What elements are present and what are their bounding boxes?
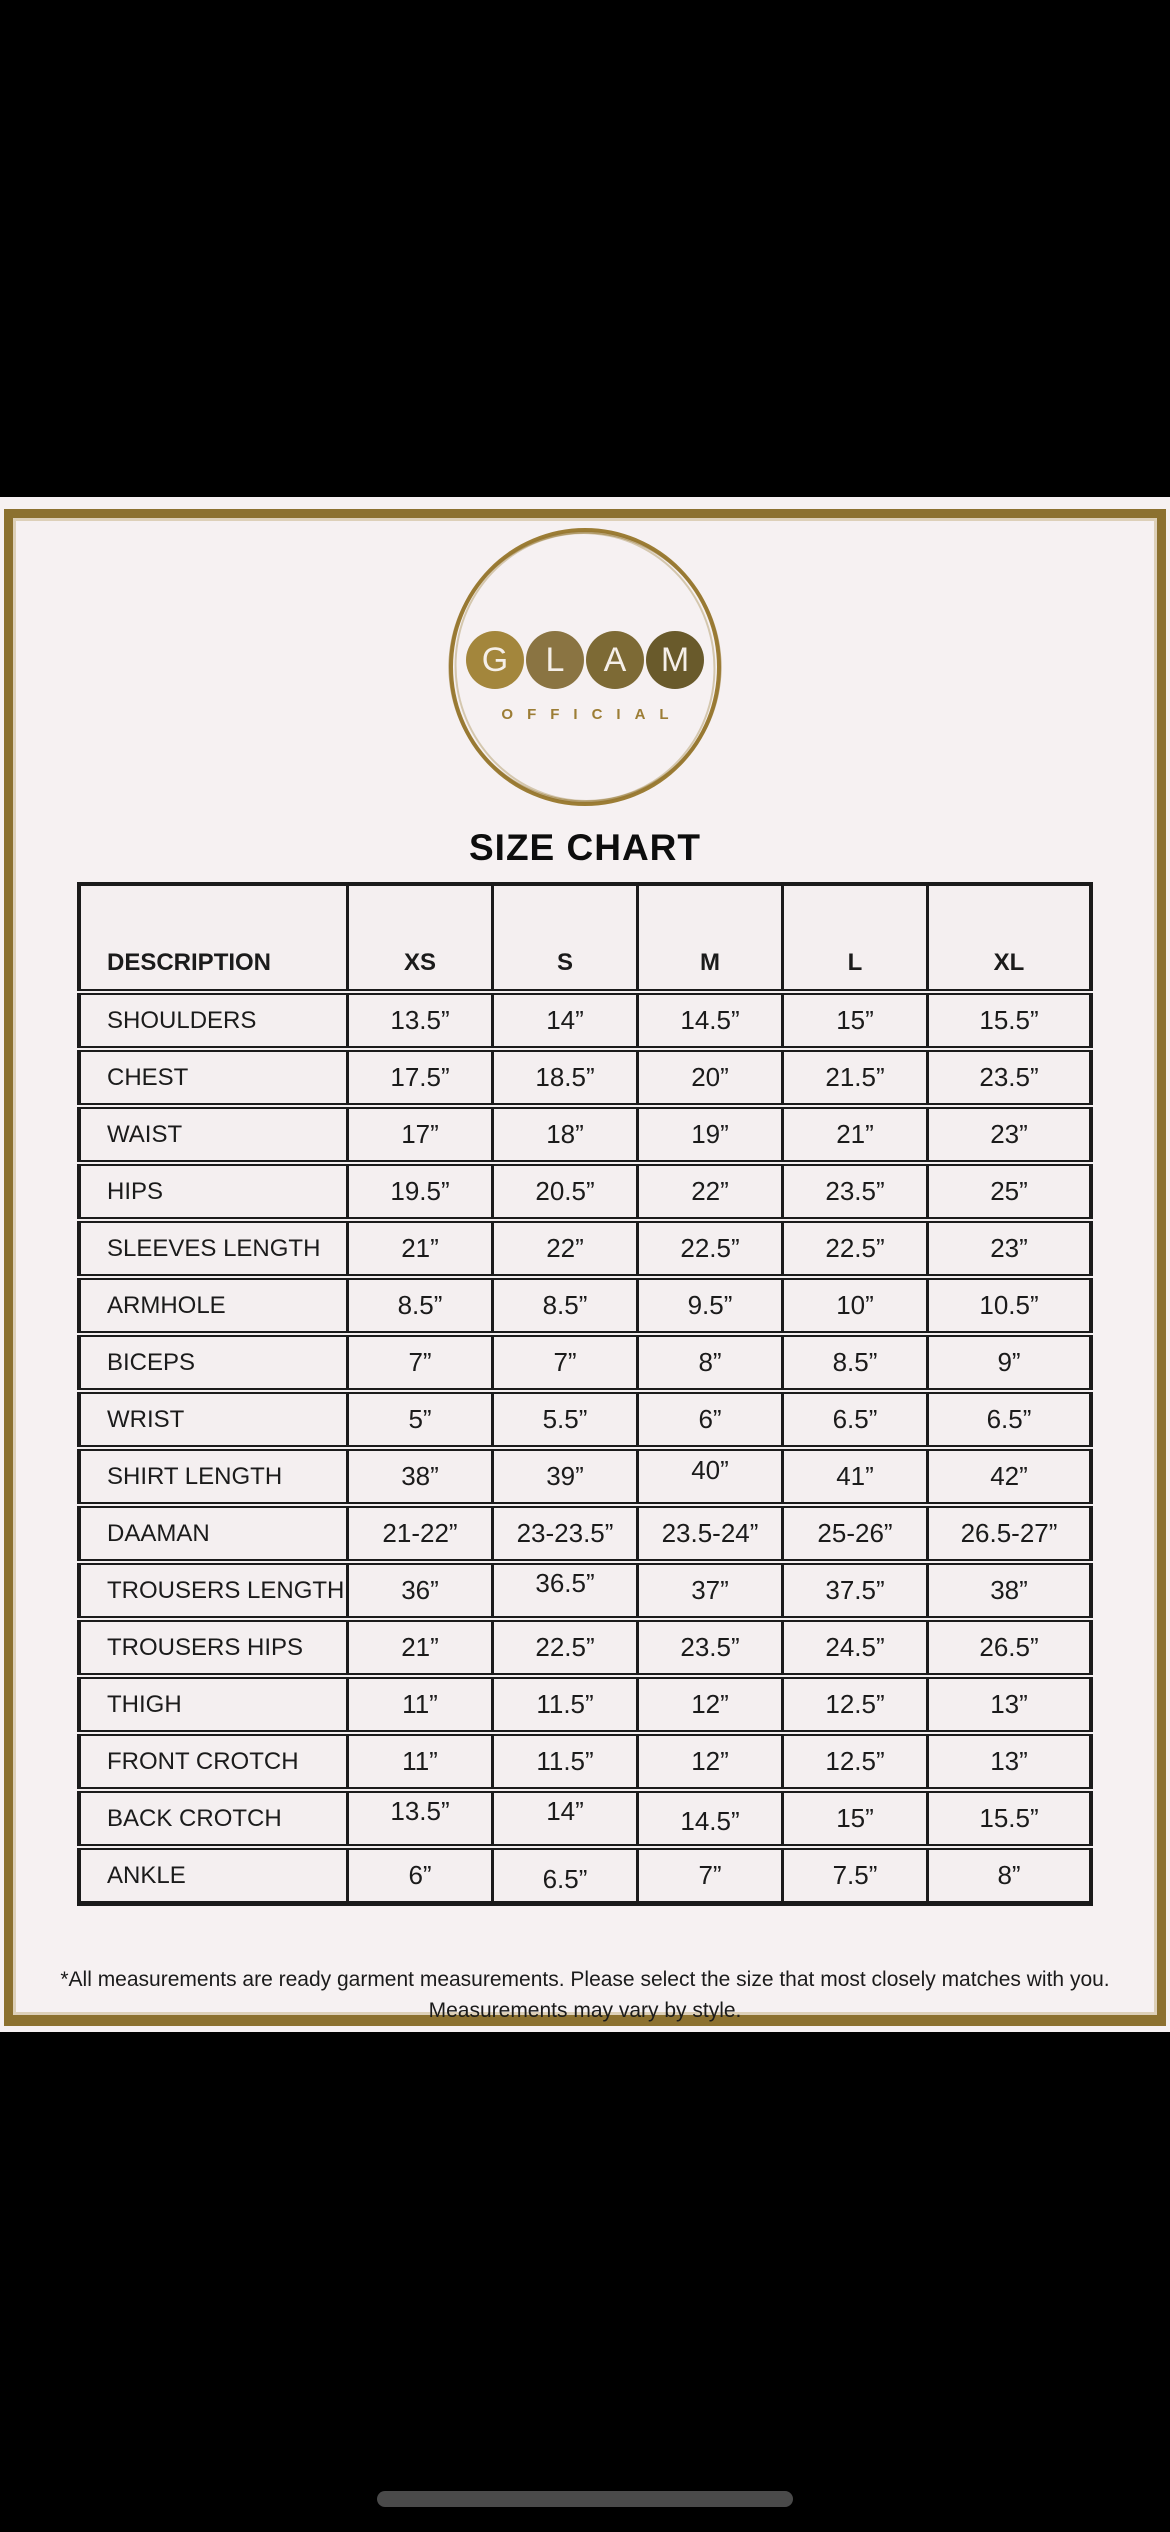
measurement-value-cell [783,1106,928,1163]
measurement-value-cell [348,1163,493,1220]
measurement-value-cell [638,1619,783,1676]
measurement-value: 40” [691,1455,729,1485]
measurement-value-cell [783,1619,928,1676]
measurement-value: 17” [401,1119,439,1149]
measurement-label: SHOULDERS [79,992,348,1049]
measurement-value-cell [783,1733,928,1790]
measurement-value: 11.5” [536,1689,594,1719]
measurement-value: 25-26” [817,1518,893,1548]
measurement-label: ANKLE [79,1847,348,1904]
measurement-label: TROUSERS LENGTH [79,1562,348,1619]
measurement-label: TROUSERS HIPS [79,1619,348,1676]
measurement-value-cell [638,1733,783,1790]
measurement-value: 23-23.5” [516,1518,614,1548]
measurement-value-cell [493,1733,638,1790]
measurement-value-cell [928,992,1092,1049]
measurement-value-cell [783,1334,928,1391]
measurement-label: DAAMAN [79,1505,348,1562]
measurement-value: 6” [408,1860,432,1890]
measurement-value-cell [783,1277,928,1334]
measurement-value-cell [493,1106,638,1163]
measurement-value-cell [638,1847,783,1904]
measurement-label: HIPS [79,1163,348,1220]
measurement-value: 5” [408,1404,432,1434]
table-row [79,1562,1091,1619]
letterbox-bottom [0,2032,1170,2532]
measurement-value-cell [783,1790,928,1847]
measurement-value: 36” [401,1575,439,1605]
measurement-value-cell [928,1790,1092,1847]
measurement-value-cell [638,1277,783,1334]
measurement-value: 21-22” [382,1518,458,1548]
size-chart-content [13,518,1157,2022]
measurement-value-cell [928,1277,1092,1334]
measurement-value-cell [928,1106,1092,1163]
logo-letter: G [481,641,509,679]
measurement-label: ARMHOLE [79,1277,348,1334]
measurement-value: 9” [997,1347,1021,1377]
measurement-value: 15.5” [979,1803,1039,1833]
table-row [79,992,1091,1049]
measurement-value: 21” [836,1119,874,1149]
measurement-value-cell [348,1334,493,1391]
measurement-value-cell [928,1220,1092,1277]
measurement-value-cell [348,1676,493,1733]
measurement-label: SHIRT LENGTH [79,1448,348,1505]
measurement-value-cell [348,1562,493,1619]
measurement-value: 14.5” [680,1005,740,1035]
measurement-value-cell [783,1676,928,1733]
measurement-value-cell [348,1220,493,1277]
measurement-value: 19” [691,1119,729,1149]
measurement-value-cell [928,1334,1092,1391]
measurement-value-cell [638,1790,783,1847]
measurement-value-cell [928,1562,1092,1619]
measurement-value: 22” [691,1176,729,1206]
measurement-value: 8” [698,1347,722,1377]
measurement-value-cell [493,1562,638,1619]
measurement-value: 24.5” [825,1632,885,1662]
measurement-value-cell [638,1163,783,1220]
measurement-value-cell [783,1049,928,1106]
measurement-value-cell [493,1220,638,1277]
measurement-value: 25” [990,1176,1028,1206]
table-row [79,1163,1091,1220]
table-row [79,1619,1091,1676]
column-header-l: L [783,884,928,992]
home-indicator[interactable] [377,2491,793,2507]
measurement-value-cell [638,992,783,1049]
size-table [77,882,1093,1906]
measurement-value: 17.5” [390,1062,450,1092]
measurement-value-cell [348,1505,493,1562]
measurement-value: 14” [546,1005,584,1035]
measurements-footnote [13,1964,1157,2026]
measurement-label: FRONT CROTCH [79,1733,348,1790]
table-row [79,1733,1091,1790]
table-row [79,1220,1091,1277]
size-chart-image [0,497,1170,2032]
measurement-value: 20.5” [535,1176,595,1206]
measurement-value-cell [638,1049,783,1106]
measurement-value: 21” [401,1632,439,1662]
measurement-value-cell [783,1391,928,1448]
measurement-value-cell [348,1049,493,1106]
measurement-value: 41” [836,1461,874,1491]
measurement-value-cell [348,1391,493,1448]
measurement-value: 19.5” [390,1176,450,1206]
measurement-value: 39” [546,1461,584,1491]
measurement-value: 7.5” [832,1860,878,1890]
logo-letter-circle-m [646,631,704,689]
gold-frame-border [4,509,1166,2026]
table-row [79,1391,1091,1448]
measurement-value-cell [783,1847,928,1904]
measurement-value-cell [928,1733,1092,1790]
measurement-value: 6.5” [832,1404,878,1434]
measurement-value-cell [493,1391,638,1448]
measurement-value-cell [928,1847,1092,1904]
measurement-value: 7” [553,1347,577,1377]
measurement-value: 20” [691,1062,729,1092]
measurement-value: 13” [990,1689,1028,1719]
measurement-value-cell [493,1790,638,1847]
measurement-value: 6.5” [542,1864,588,1894]
measurement-value: 12.5” [825,1689,885,1719]
table-row [79,1106,1091,1163]
measurement-value-cell [638,1220,783,1277]
measurement-value-cell [638,1106,783,1163]
logo-letter-circle-l [526,631,584,689]
column-header-s: S [493,884,638,992]
measurement-value-cell [783,1220,928,1277]
measurement-value-cell [348,992,493,1049]
brand-subtitle: OFFICIAL [501,706,683,723]
measurement-value: 11” [402,1689,438,1719]
glam-logo [449,528,721,806]
measurement-value: 23.5-24” [661,1518,759,1548]
measurement-label: CHEST [79,1049,348,1106]
measurement-value: 7” [408,1347,432,1377]
logo-letter: M [660,641,690,679]
measurement-value-cell [348,1106,493,1163]
measurement-value-cell [928,1676,1092,1733]
measurement-label: THIGH [79,1676,348,1733]
logo-letter-circle-g [466,631,524,689]
measurement-value-cell [928,1448,1092,1505]
measurement-value-cell [928,1163,1092,1220]
logo-letter-circles [449,631,721,689]
measurement-value: 10” [836,1290,874,1320]
measurement-value-cell [928,1391,1092,1448]
measurement-value-cell [348,1733,493,1790]
measurement-value: 26.5-27” [960,1518,1058,1548]
measurement-value-cell [348,1790,493,1847]
measurement-value: 6.5” [986,1404,1032,1434]
measurement-value-cell [348,1847,493,1904]
column-header-m: M [638,884,783,992]
footnote-line-1: *All measurements are ready garment measurements. Please select the size that most closely matches with you. [60,1968,1110,1991]
measurement-value-cell [493,1847,638,1904]
letterbox-top [0,0,1170,497]
measurement-value-cell [348,1448,493,1505]
measurement-value: 15.5” [979,1005,1039,1035]
measurement-value-cell [783,1562,928,1619]
measurement-value: 10.5” [979,1290,1039,1320]
measurement-value: 13.5” [390,1005,450,1035]
measurement-value: 18.5” [535,1062,595,1092]
measurement-value: 37.5” [825,1575,885,1605]
measurement-value-cell [783,1163,928,1220]
measurement-value-cell [638,1562,783,1619]
logo-letter: A [603,641,627,679]
table-row [79,1277,1091,1334]
measurement-value: 14.5” [680,1806,740,1836]
measurement-value-cell [493,1448,638,1505]
table-row [79,1847,1091,1904]
column-header-description: DESCRIPTION [79,884,348,992]
measurement-value: 22.5” [535,1632,595,1662]
measurement-value: 14” [546,1796,584,1826]
measurement-value: 23.5” [979,1062,1039,1092]
measurement-value-cell [493,1277,638,1334]
table-row [79,1334,1091,1391]
measurement-value: 37” [691,1575,729,1605]
footnote-line-2: Measurements may vary by style. [428,1999,742,2022]
measurement-value-cell [638,1676,783,1733]
measurement-label: WRIST [79,1391,348,1448]
measurement-value-cell [928,1619,1092,1676]
measurement-value-cell [348,1277,493,1334]
measurement-value: 23” [990,1233,1028,1263]
measurement-value: 36.5” [535,1568,595,1598]
measurement-value-cell [493,1049,638,1106]
table-row [79,1676,1091,1733]
measurement-value: 15” [836,1803,874,1833]
measurement-value-cell [783,1505,928,1562]
measurement-value: 23.5” [680,1632,740,1662]
measurement-value-cell [493,1334,638,1391]
measurement-value: 22.5” [680,1233,740,1263]
measurement-value: 23.5” [825,1176,885,1206]
measurement-value-cell [493,1619,638,1676]
table-row [79,1790,1091,1847]
measurement-value-cell [348,1619,493,1676]
measurement-value-cell [783,1448,928,1505]
measurement-value: 12” [691,1746,729,1776]
measurement-value: 21” [401,1233,439,1263]
measurement-label: SLEEVES LENGTH [79,1220,348,1277]
measurement-value-cell [928,1505,1092,1562]
measurement-value-cell [493,1163,638,1220]
measurement-value: 26.5” [979,1632,1039,1662]
measurement-value: 11” [402,1746,438,1776]
measurement-label: BACK CROTCH [79,1790,348,1847]
measurement-value: 11.5” [536,1746,594,1776]
measurement-value-cell [638,1334,783,1391]
measurement-value: 15” [836,1005,874,1035]
measurement-value: 8.5” [542,1290,588,1320]
measurement-label: WAIST [79,1106,348,1163]
column-header-xs: XS [348,884,493,992]
measurement-value-cell [783,992,928,1049]
measurement-value-cell [493,992,638,1049]
size-table-header-row [79,884,1091,992]
measurement-value: 23” [990,1119,1028,1149]
measurement-value: 38” [990,1575,1028,1605]
measurement-label: BICEPS [79,1334,348,1391]
measurement-value: 22.5” [825,1233,885,1263]
measurement-value: 8.5” [397,1290,443,1320]
measurement-value: 12” [691,1689,729,1719]
measurement-value: 8.5” [832,1347,878,1377]
measurement-value: 42” [990,1461,1028,1491]
measurement-value: 6” [698,1404,722,1434]
column-header-xl: XL [928,884,1092,992]
measurement-value-cell [928,1049,1092,1106]
measurement-value-cell [638,1391,783,1448]
measurement-value: 18” [546,1119,584,1149]
logo-letter-circle-a [586,631,644,689]
measurement-value: 13.5” [390,1796,450,1826]
measurement-value: 22” [546,1233,584,1263]
measurement-value-cell [638,1448,783,1505]
measurement-value: 38” [401,1461,439,1491]
measurement-value-cell [638,1505,783,1562]
table-row [79,1505,1091,1562]
measurement-value: 8” [997,1860,1021,1890]
measurement-value-cell [493,1505,638,1562]
measurement-value: 5.5” [542,1404,588,1434]
table-row [79,1448,1091,1505]
table-row [79,1049,1091,1106]
measurement-value: 7” [698,1860,722,1890]
measurement-value: 12.5” [825,1746,885,1776]
logo-letter: L [545,641,565,679]
measurement-value: 9.5” [687,1290,733,1320]
measurement-value: 21.5” [825,1062,885,1092]
measurement-value: 13” [990,1746,1028,1776]
measurement-value-cell [493,1676,638,1733]
size-chart-title: SIZE CHART [469,827,701,868]
